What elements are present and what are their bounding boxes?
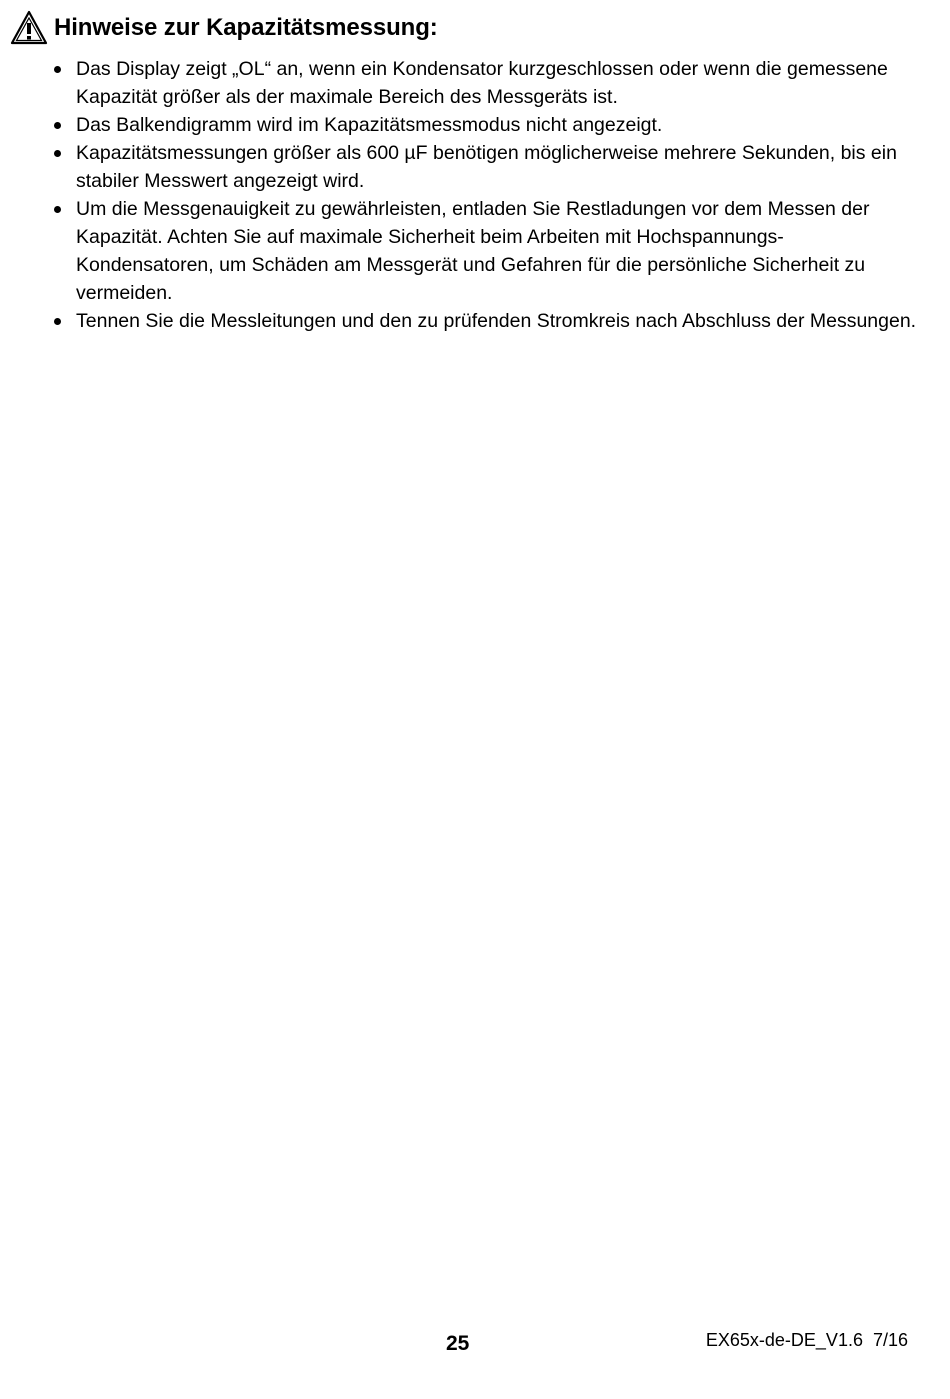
bullet-list bbox=[50, 55, 920, 335]
bullet-icon bbox=[54, 122, 61, 129]
document-id: EX65x-de-DE_V1.6 7/16 bbox=[705, 1330, 908, 1350]
section-heading bbox=[10, 8, 438, 48]
bullet-icon bbox=[54, 318, 61, 325]
list-item bbox=[50, 195, 920, 307]
bullet-icon bbox=[54, 150, 61, 157]
list-item bbox=[50, 139, 920, 195]
list-item bbox=[50, 307, 920, 335]
page-title: Hinweise zur Kapazitätsmessung: bbox=[54, 14, 438, 41]
list-item-text: Kapazitätsmessungen größer als 600 µF benötigen möglicherweise mehrere Sekunden, bis ein stabiler Messwert angezeigt wird. bbox=[76, 142, 897, 192]
list-item-text: Tennen Sie die Messleitungen und den zu prüfenden Stromkreis nach Abschluss der Messungen. bbox=[76, 310, 917, 332]
warning-triangle-icon bbox=[10, 10, 48, 46]
page-number: 25 bbox=[446, 1332, 470, 1355]
bullet-icon bbox=[54, 66, 61, 73]
bullet-icon bbox=[54, 206, 61, 213]
list-item bbox=[50, 111, 920, 139]
list-item-text: Das Balkendigramm wird im Kapazitätsmessmodus nicht angezeigt. bbox=[76, 114, 663, 136]
list-item-text: Das Display zeigt „OL“ an, wenn ein Kondensator kurzgeschlossen oder wenn die gemessene Kapazität größer als der maximale Bereich des Messgeräts ist. bbox=[76, 58, 888, 108]
list-item bbox=[50, 55, 920, 111]
list-item-text: Um die Messgenauigkeit zu gewährleisten, entladen Sie Restladungen vor dem Messen der Kapazität. Achten Sie auf maximale Sicherheit beim Arbeiten mit Hochspannungs-Kondensatoren, um Schäden am Messgerät und Gefahren für die persönliche Sicherheit zu vermeiden. bbox=[76, 198, 870, 304]
